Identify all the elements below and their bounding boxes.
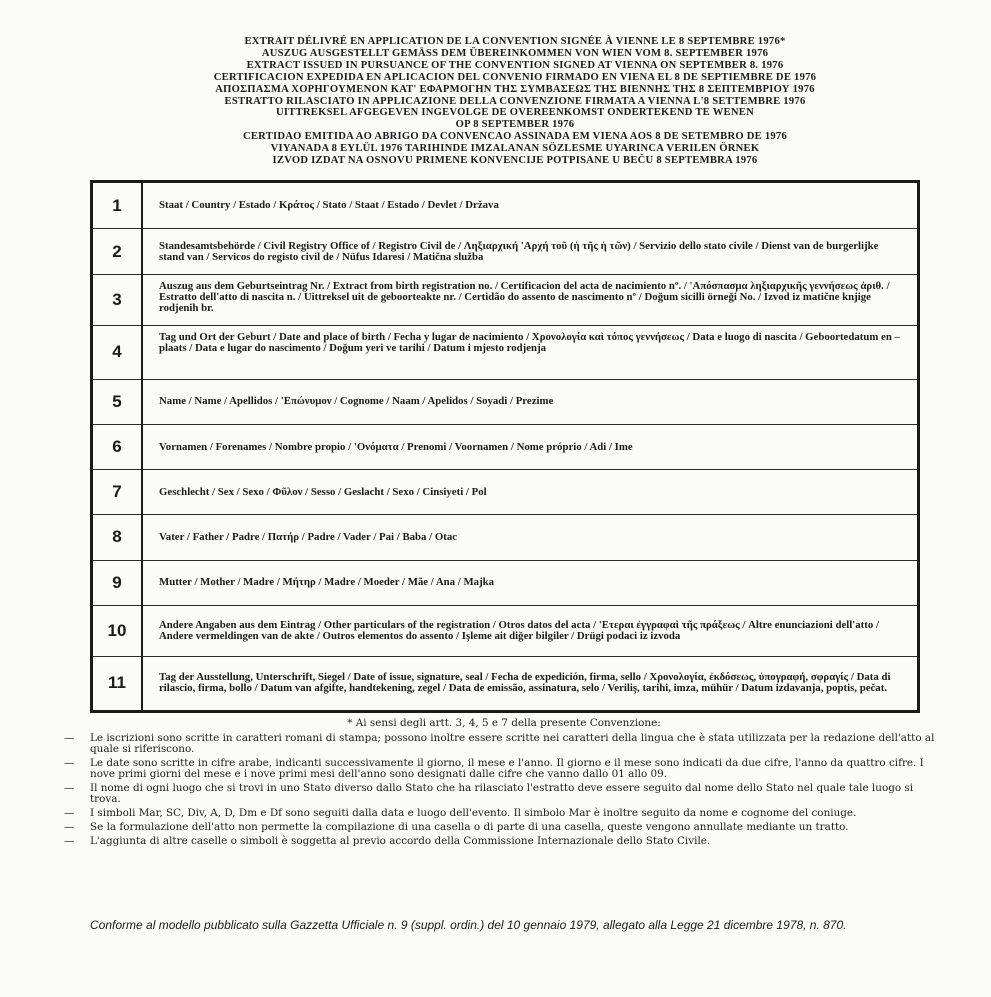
form-row-issue-signature-seal: [93, 657, 917, 710]
row-number: 2: [93, 229, 143, 274]
row-label: Name / Name / Apellidos / 'Επώνυμον / Cognome / Naam / Apelidos / Soyadi / Prezime: [159, 395, 554, 408]
dash-bullet: —: [64, 757, 75, 769]
dash-bullet: —: [64, 782, 75, 794]
form-row-sex: [93, 470, 917, 515]
row-number: 1: [93, 183, 143, 228]
row-label: Geschlecht / Sex / Sexo / Φῦλον / Sesso / Geslacht / Sexo / Cinsiyeti / Pol: [159, 485, 487, 498]
row-label: Tag der Ausstellung, Unterschrift, Siegel / Date of issue, signature, seal / Fecha de expedición, firma, sello / Χρονολογία, ἐκδόσεως, ὑπογραφή, σφραγίς / Data di rilascio, firma, bollo / Datum van afgifte, handtekening, zegel / Data de emissão, assinatura, selo / Veriliş, tarihi, imza, mühür / Datum izdavanja, poptis, pečat.: [159, 671, 891, 695]
header-line: VIYANADA 8 EYLÜL 1976 TARIHINDE IMZALANAN SÖZLESME UYARINCA VERILEN ÖRNEK: [270, 143, 760, 155]
list-item: [64, 733, 944, 755]
note-text: Se la formulazione dell'atto non permette la compilazione di una casella o di parte di una casella, queste vengono annullate mediante un tratto.: [90, 821, 849, 833]
form-row-forenames: [93, 425, 917, 470]
row-number: 9: [93, 561, 143, 605]
form-row-registry-office: [93, 229, 917, 275]
row-number: 11: [93, 657, 143, 710]
dash-bullet: —: [64, 835, 75, 847]
header-line: EXTRACT ISSUED IN PURSUANCE OF THE CONVENTION SIGNED AT VIENNA ON SEPTEMBER 8. 1976: [246, 59, 784, 71]
notes-list: [64, 733, 944, 847]
row-number: 6: [93, 425, 143, 469]
list-item: [64, 836, 944, 847]
note-text: I simboli Mar, SC, Div, A, D, Dm e Df sono seguiti dalla data e luogo dell'evento. Il simbolo Mar è inoltre seguito da nome e cognome del coniuge.: [90, 807, 857, 819]
header-line: CERTIFICACION EXPEDIDA EN APLICACION DEL CONVENIO FIRMADO EN VIENA EL 8 DE SEPTIEMBRE DE 1976: [213, 71, 817, 83]
row-label: Standesamtsbehörde / Civil Registry Office of / Registro Civil de / Ληξιαρχική 'Αρχή τοῦ (ἡ τῆς ἡ τῶν) / Servizio dello stato civile / Dienst van de burgerlijke stand van / Servicos do registo civil de / Nüfus Idaresi / Matična služba: [159, 239, 879, 263]
row-label: Auszug aus dem Geburtseintrag Nr. / Extract from birth registration no. / Certificacion del acta de nacimiento nº. / 'Απόσπασμα ληξιαρχικῆς γεννήσεως ἀριθ. / Estratto dell'atto di nascita n. / Uittreksel uit de geboorteakte nr. / Certidão do assento de nascimento nº / Doğum sicilli örneği No. / Izvod iz matične knjige rodjenih br.: [159, 280, 890, 315]
note-text: Le iscrizioni sono scritte in caratteri romani di stampa; possono inoltre essere scritte nei caratteri della lingua che è stata utilizzata per la redazione dell'atto al quale si riferiscono.: [90, 732, 935, 755]
row-label: Staat / Country / Estado / Κράτος / Stato / Staat / Estado / Devlet / Država: [159, 199, 499, 212]
list-item: [64, 783, 944, 805]
note-text: Le date sono scritte in cifre arabe, indicanti successivamente il giorno, il mese e l'anno. Il giorno e il mese sono indicati da due cifre, l'anno da quattro cifre. I nove primi giorni del mese e i nove primi mesi dell'anno sono designati dalle cifre che vanno dallo 01 allo 09.: [90, 757, 924, 780]
row-label: Vornamen / Forenames / Nombre propio / 'Ονόματα / Prenomi / Voornamen / Nome próprio / Adi / Ime: [159, 440, 633, 453]
dash-bullet: —: [64, 807, 75, 819]
form-row-surname: [93, 380, 917, 425]
header-line: CERTIDAO EMITIDA AO ABRIGO DA CONVENCAO ASSINADA EM VIENA AOS 8 DE SETEMBRO DE 1976: [242, 131, 788, 143]
row-label: Tag und Ort der Geburt / Date and place of birth / Fecha y lugar de nacimiento / Χρονολογία καὶ τόπος γεννήσεως / Data e luogo di nascita / Geboortedatum en –plaats / Data e lugar do nascimento / Doğum yeri ve tarihi / Datum i mjesto rodjenja: [159, 330, 900, 354]
notes-title: * Ai sensi degli artt. 3, 4, 5 e 7 della presente Convenzione:: [347, 717, 661, 729]
header-line: AUSZUG AUSGESTELLT GEMÄSS DEM ÜBEREINKOMMEN VON WIEN VOM 8. SEPTEMBER 1976: [261, 47, 769, 59]
note-text: Il nome di ogni luogo che si trovi in uno Stato diverso dallo Stato che ha rilasciato l'estratto deve essere seguito dal nome dello Stato nel quale tale luogo si trova.: [90, 782, 914, 805]
row-number: 4: [93, 326, 143, 379]
list-item: [64, 822, 944, 833]
row-number: 8: [93, 515, 143, 559]
row-number: 5: [93, 380, 143, 424]
row-label: Vater / Father / Padre / Πατήρ / Padre / Vader / Pai / Baba / Otac: [159, 530, 458, 543]
header-line: ESTRATTO RILASCIATO IN APPLICAZIONE DELLA CONVENZIONE FIRMATA A VIENNA L'8 SETTEMBRE 1976: [224, 95, 806, 107]
form-row-country: [93, 183, 917, 229]
list-item: [64, 808, 944, 819]
form-row-extract-number: [93, 275, 917, 325]
header-line: EXTRAIT DÉLIVRÉ EN APPLICATION DE LA CONVENTION SIGNÉE À VIENNE LE 8 SEPTEMBRE 1976*: [244, 36, 786, 47]
form-row-other-particulars: [93, 606, 917, 657]
row-label: Andere Angaben aus dem Eintrag / Other particulars of the registration / Otros datos del acta / 'Ετεραι ἐγγραφαὶ τῆς πράξεως / Altre enunciazioni dell'atto / Andere vermeldingen van de akte / Outros elementos do assento / Işleme ait diğer bilgiler / Drügi podaci iz izvoda: [159, 618, 879, 642]
header-line: IZVOD IZDAT NA OSNOVU PRIMENE KONVENCIJE POTPISANE U BEČU 8 SEPTEMBRA 1976: [272, 155, 758, 167]
note-text: L'aggiunta di altre caselle o simboli è soggetta al previo accordo della Commissione Internazionale dello Stato Civile.: [90, 835, 711, 847]
gazette-reference: Conforme al modello pubblicato sulla Gazzetta Ufficiale n. 9 (suppl. ordin.) del 10 gennaio 1979, allegato alla Legge 21 dicembre 1978, n. 870.: [90, 918, 847, 932]
header-line: OP 8 SEPTEMBER 1976: [455, 119, 575, 131]
form-row-father: [93, 515, 917, 560]
dash-bullet: —: [64, 821, 75, 833]
row-number: 10: [93, 606, 143, 656]
form-row-birth-date-place: [93, 326, 917, 380]
header-line: UITTREKSEL AFGEGEVEN INGEVOLGE DE OVEREENKOMST ONDERTEKEND TE WENEN: [276, 107, 754, 119]
header-line: ΑΠΟΣΠΑΣΜΑ ΧΟΡΗΓΟΥΜΕΝΟΝ ΚΑΤ' ΕΦΑΡΜΟΓΗΝ ΤΗΣ ΣΥΜΒΑΣΕΩΣ ΤΗΣ ΒΙΕΝΝΗΣ ΤΗΣ 8 ΣΕΠΤΕΜΒΡΙΟΥ 1976: [215, 83, 815, 95]
extract-form-table: [90, 180, 920, 713]
dash-bullet: —: [64, 732, 75, 744]
row-number: 3: [93, 275, 143, 324]
convention-notes: [64, 718, 944, 850]
list-item: [64, 758, 944, 780]
row-number: 7: [93, 470, 143, 514]
document-header: [100, 36, 930, 167]
row-label: Mutter / Mother / Madre / Μήτηρ / Madre / Moeder / Mãe / Ana / Majka: [159, 576, 495, 589]
form-row-mother: [93, 561, 917, 606]
